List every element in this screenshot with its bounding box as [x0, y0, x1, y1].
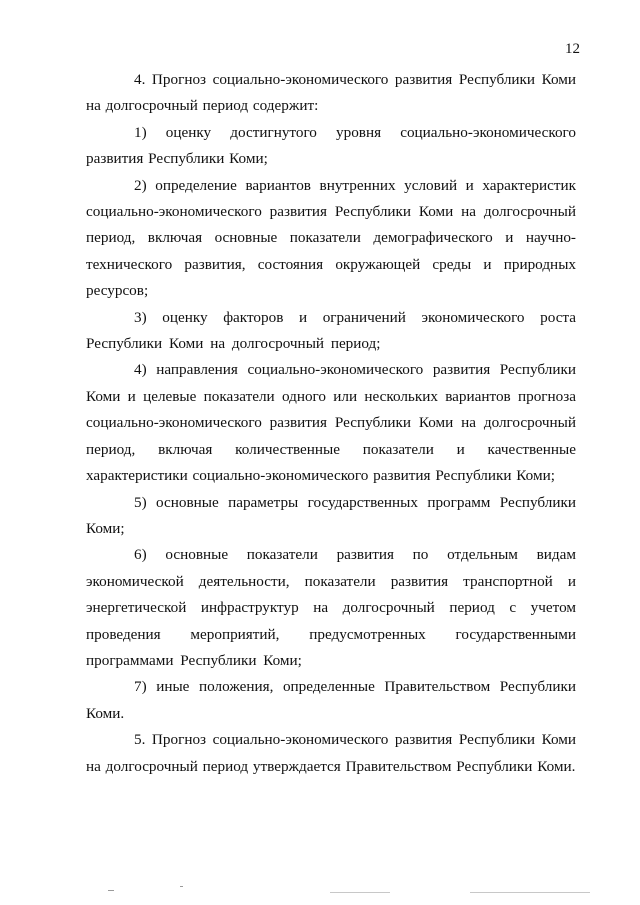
list-item-2: 2) определение вариантов внутренних условий и характеристик социально-экономического развития Республики Коми на долгосрочный период, включая основные показатели демографического и научно-технического развития, состояния окружающей среды и природных ресурсов; [86, 176, 576, 300]
list-item-5: 5) основные параметры государственных программ Республики Коми; [86, 493, 576, 537]
document-body [86, 67, 576, 780]
paragraph-item-5: 5. Прогноз социально-экономического развития Республики Коми на долгосрочный период утверждается Правительством Республики Коми. [86, 731, 576, 775]
scan-artifact-line [108, 890, 114, 891]
list-item-7: 7) иные положения, определенные Правительством Республики Коми. [86, 678, 576, 722]
page-number: 12 [565, 41, 580, 57]
paragraph-item-4: 4. Прогноз социально-экономического развития Республики Коми на долгосрочный период содержит: [86, 71, 576, 115]
list-item-3: 3) оценку факторов и ограничений экономического роста Республики Коми на долгосрочный период; [86, 308, 576, 353]
scan-artifact-line [470, 892, 590, 893]
list-item-1: 1) оценку достигнутого уровня социально-экономического развития Республики Коми; [86, 123, 576, 168]
list-item-4: 4) направления социально-экономического развития Республики Коми и целевые показатели одного или нескольких вариантов прогноза социально-экономического развития Республики Коми на долгосрочный период, включая количественные показатели и качественные характеристики социально-экономического развития Республики Коми; [86, 361, 576, 485]
scan-artifact-line [330, 892, 390, 893]
scan-artifact-line [180, 886, 183, 887]
list-item-6: 6) основные показатели развития по отдельным видам экономической деятельности, показатели развития транспортной и энергетической инфраструктур на долгосрочный период с учетом проведения мероприятий, предусмотренных государственными программами Республики Коми; [86, 546, 576, 669]
